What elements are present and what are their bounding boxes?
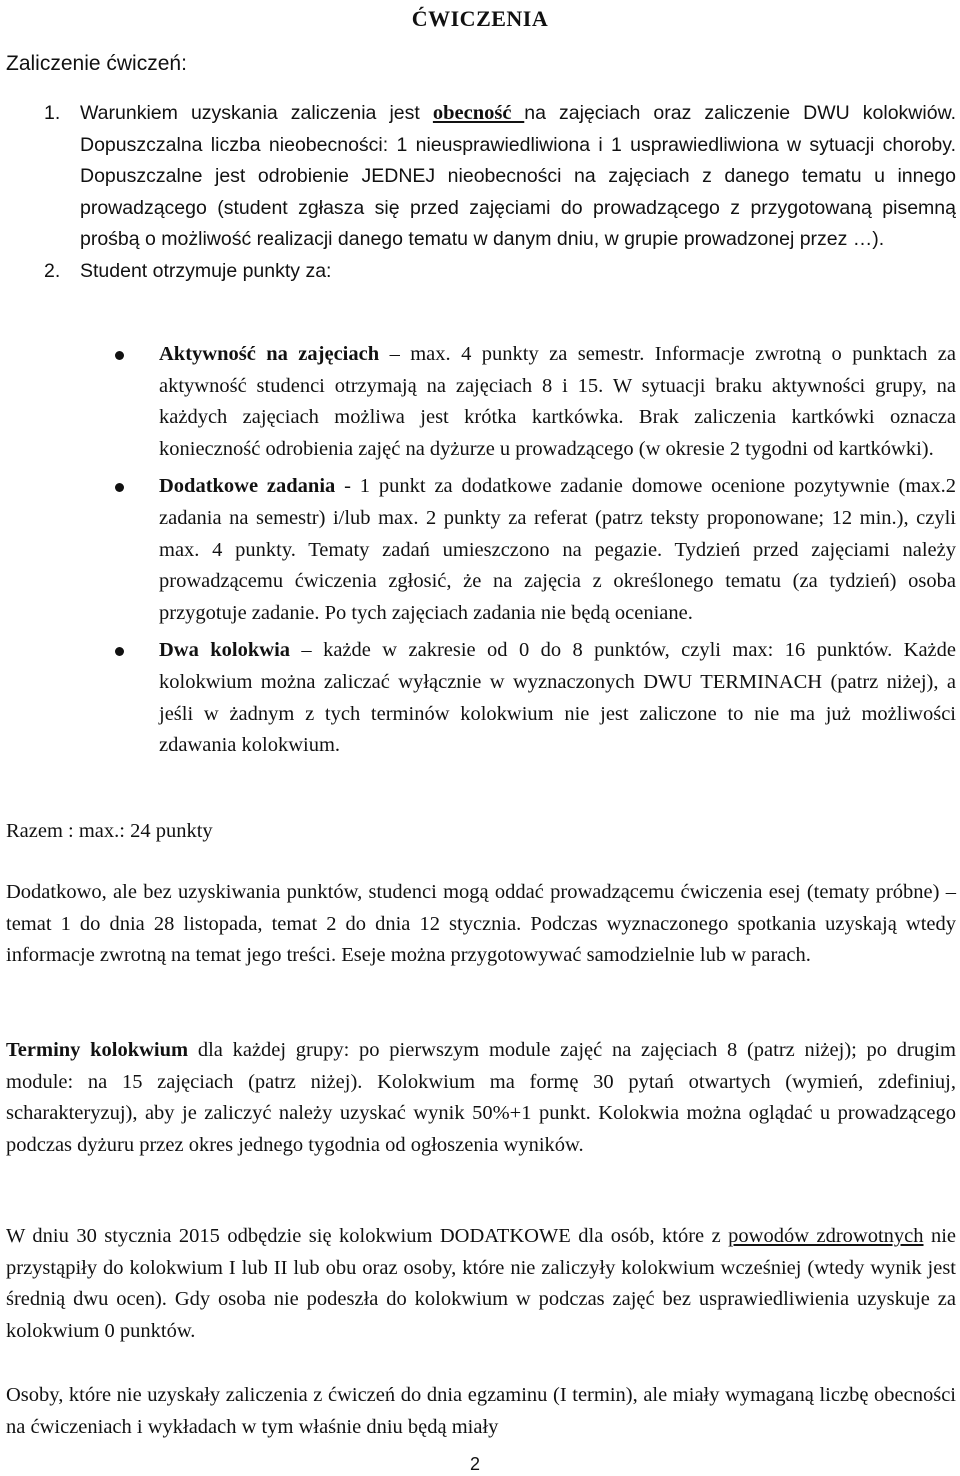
terms-heading: Terminy kolokwium bbox=[6, 1039, 189, 1061]
bullet-text bbox=[159, 635, 956, 761]
numbered-list bbox=[0, 98, 960, 288]
item-text: Student otrzymuje punkty za: bbox=[80, 259, 332, 282]
item-number: 1. bbox=[44, 102, 61, 124]
item-text bbox=[80, 98, 956, 256]
extra-rest: nie przystąpiły do kolokwium I lub II lub obu oraz osoby, które nie zaliczyły kolokwium wcześniej (wtedy wynik jest średnią dwu ocen). Gdy osoba nie podeszła do kolokwium w podczas zajęć bez usprawiedliwienia uzyskuje za kolokwium 0 punktów. bbox=[6, 1225, 957, 1342]
item-number: 2. bbox=[44, 259, 61, 282]
final-paragraph: Osoby, które nie uzyskały zaliczenia z ćwiczeń do dnia egzaminu (I termin), ale miały wymaganą liczbę obecności na ćwiczeniach i wykładach w tym właśnie dniu będą miały bbox=[6, 1384, 956, 1438]
bullet-activity bbox=[0, 339, 960, 465]
emphasis-presence: obecność bbox=[432, 102, 525, 124]
health-reasons: powodów zdrowotnych bbox=[728, 1225, 924, 1247]
bullet-dot-icon bbox=[115, 647, 124, 656]
bullet-title: Dodatkowe zadania bbox=[159, 475, 336, 498]
section-heading: Zaliczenie ćwiczeń: bbox=[6, 52, 187, 75]
extra-test-paragraph bbox=[6, 1221, 956, 1347]
page-title: ĆWICZENIA bbox=[411, 6, 549, 31]
bullet-body: – każde w zakresie od 0 do 8 punktów, czyli max: 16 punktów. Każde kolokwium można zaliczać wyłącznie w wyznaczonych DWU TERMINACH (patrz niżej), a jeśli w żadnym z tych terminów kolokwium nie jest zaliczone to nie ma już możliwości zdawania kolokwium. bbox=[159, 639, 956, 757]
numbered-item-2 bbox=[0, 256, 960, 288]
bullet-dot-icon bbox=[115, 483, 124, 492]
numbered-item-1 bbox=[0, 98, 960, 256]
bullet-text bbox=[159, 339, 956, 465]
test-terms-paragraph bbox=[6, 1035, 956, 1161]
item-text-rest: na zajęciach oraz zaliczenie DWU kolokwiów. Dopuszczalna liczba nieobecności: 1 nieusprawiedliwiona i 1 usprawiedliwiona w sytuacji choroby. Dopuszczalne jest odrobienie JEDNEJ nieobecności na zajęciach z danego tematu u innego prowadzącego (student zgłasza się przed zajęciami do prowadzącego z przygotowaną pisemną prośbą o możliwość realizacji danego tematu w danym dniu, w grupie prowadzonej przez …). bbox=[80, 102, 956, 251]
bullet-two-tests bbox=[0, 635, 960, 761]
bullet-dot-icon bbox=[115, 351, 124, 360]
page-number: 2 bbox=[470, 1454, 481, 1474]
terms-body: dla każdej grupy: po pierwszym module zajęć na zajęciach 8 (patrz niżej); po drugim module: na 15 zajęciach (patrz niżej). Kolokwium ma formę 30 pytań otwartych (wymień, zdefiniuj, scharakteryzuj), aby je zaliczyć należy uzyskać wynik 50%+1 punkt. Kolokwia można oglądać u prowadzącego podczas dyżuru przez okres jednego tygodnia od ogłoszenia wyników. bbox=[6, 1039, 956, 1156]
bullet-body: - 1 punkt za dodatkowe zadanie domowe ocenione pozytywnie (max.2 zadania na semestr) i/lub max. 2 punkty za referat (patrz teksty proponowane; 12 min.), czyli max. 4 punkty. Tematy zadań umieszczono na pegazie. Tydzień przed zajęciami należy prowadzącemu ćwiczenia zgłosić, że na zajęcia z określonego tematu (za tydzień) osoba przygotuje zadanie. Po tych zajęciach zadania nie będą oceniane. bbox=[159, 475, 956, 624]
bullet-body: – max. 4 punkty za semestr. Informacje zwrotną o punktach za aktywność studenci otrzymają na zajęciach 8 i 15. W sytuacji braku aktywności grupy, na każdych zajęciach możliwa jest krótka kartkówka. Brak zaliczenia kartkówki oznacza konieczność odrobienia zajęć na dyżurze u prowadzącego (w okresie 2 tygodni od kartkówki). bbox=[159, 343, 956, 460]
essay-paragraph: Dodatkowo, ale bez uzyskiwania punktów, studenci mogą oddać prowadzącemu ćwiczenia esej (tematy próbne) – temat 1 do dnia 28 listopada, temat 2 do dnia 12 stycznia. Podczas wyznaczonego spotkania uzyskają wtedy informacje zwrotną na temat jego treści. Eseje można przygotowywać samodzielnie lub w parach. bbox=[6, 881, 956, 967]
bullet-title: Aktywność na zajęciach bbox=[159, 343, 380, 365]
bullet-text bbox=[159, 471, 956, 629]
bullet-extra-tasks bbox=[0, 471, 960, 629]
bullet-title: Dwa kolokwia bbox=[159, 639, 291, 662]
item-text-lead: Warunkiem uzyskania zaliczenia jest bbox=[80, 102, 433, 124]
extra-lead: W dniu 30 stycznia 2015 odbędzie się kolokwium DODATKOWE dla osób, które z bbox=[6, 1225, 729, 1247]
total-points: Razem : max.: 24 punkty bbox=[6, 820, 213, 842]
points-bullet-list bbox=[0, 339, 960, 762]
